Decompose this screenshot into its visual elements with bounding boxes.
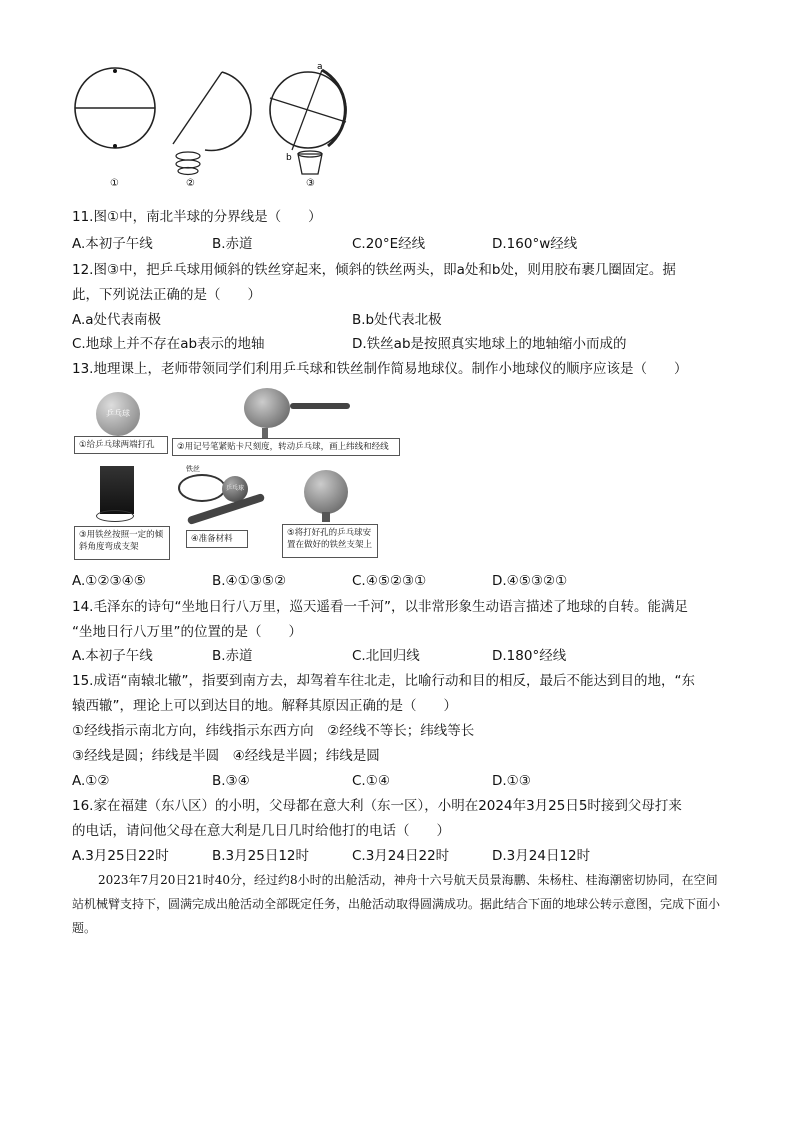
- q14-option-c: C.北回归线: [352, 648, 420, 664]
- q13-option-d: D.④⑤③②①: [492, 573, 568, 589]
- step4-ball-label: 乒乓球: [225, 485, 244, 492]
- figure3-label-b: b: [286, 153, 292, 163]
- step1-ball: [96, 392, 140, 436]
- q15-option-b: B.③④: [212, 773, 250, 789]
- q15-item-1: ①经线指示南北方向，纬线指示东西方向 ②经线不等长；纬线等长: [72, 723, 475, 739]
- step5-caption-text: ⑤将打好孔的乒乓球安置在做好的铁丝支架上: [287, 528, 373, 550]
- step4-wire-coil: [178, 474, 226, 502]
- q15-stem-2: 辕西辙”，理论上可以到达目的地。解释其原因正确的是（ ）: [72, 698, 457, 714]
- figure2-arc: [205, 72, 251, 150]
- q13-stem: 13.地理课上，老师带领同学们利用乒乓球和铁丝制作简易地球仪。制作小地球仪的顺序应该是（ ）: [72, 361, 688, 377]
- q13-option-c: C.④⑤②③①: [352, 573, 427, 589]
- q12-stem-1: 12.图③中，把乒乓球用倾斜的铁丝穿起来，倾斜的铁丝两头，即a处和b处，则用胶布裹几圈固定。据: [72, 262, 676, 278]
- q16-stem-2: 的电话，请问他父母在意大利是几日几时给他打的电话（ ）: [72, 823, 450, 839]
- q13-option-a: A.①②③④⑤: [72, 573, 146, 589]
- q16-option-a: A.3月25日22时: [72, 848, 169, 864]
- step2-pen-icon: [290, 403, 350, 409]
- step5-stand: [322, 512, 330, 522]
- q12-option-b: B.b处代表北极: [352, 312, 442, 328]
- step5-caption: [282, 524, 378, 558]
- figure-label-3: ③: [306, 178, 315, 188]
- reading-passage-text: 2023年7月20日21时40分，经过约8小时的出舱活动，神舟十六号航天员景海鹏、朱杨柱、桂海潮密切协同，在空间站机械臂支持下，圆满完成出舱活动全部既定任务，出舱活动取得圆满成功。据此结合下面的地球公转示意图，完成下面小题。: [72, 873, 721, 935]
- step1-ball-label: 乒乓球: [106, 409, 130, 418]
- step3-caption-text: ③用铁丝按照一定的倾斜角度弯成支架: [79, 530, 164, 552]
- q15-option-c: C.①④: [352, 773, 390, 789]
- q15-stem-1: 15.成语“南辕北辙”，指要到南方去，却驾着车往北走，比喻行动和目的相反，最后不能达到目的地，“东: [72, 673, 695, 689]
- step4-wire-label: 铁丝: [186, 465, 200, 473]
- step2-caption: ②用记号笔紧贴卡尺刻度，转动乒乓球，画上纬线和经线: [172, 438, 400, 456]
- q12-option-a: A.a处代表南极: [72, 312, 162, 328]
- q11-option-c: C.20°E经线: [352, 236, 426, 252]
- figure3-stand: [322, 70, 345, 146]
- q11-option-d: D.160°w经线: [492, 236, 578, 252]
- q14-stem-1: 14.毛泽东的诗句“坐地日行八万里，巡天遥看一千河”，以非常形象生动语言描述了地球的自转。能满足: [72, 599, 688, 615]
- q16-option-c: C.3月24日22时: [352, 848, 450, 864]
- q12-option-c: C.地球上并不存在ab表示的地轴: [72, 336, 265, 352]
- q14-option-a: A.本初子午线: [72, 648, 153, 664]
- q11-option-b: B.赤道: [212, 236, 253, 252]
- figure-label-1: ①: [110, 178, 119, 188]
- q15-item-2: ③经线是圆；纬线是半圆 ④经线是半圆；纬线是圆: [72, 748, 380, 764]
- step2-ball: [244, 388, 290, 428]
- figure2-coil: [176, 152, 200, 160]
- figure2-wire: [173, 72, 222, 144]
- step2-stand: [262, 428, 268, 438]
- step3-wire-base: [96, 510, 134, 522]
- figure-label-2: ②: [186, 178, 195, 188]
- figure1-south-dot: [113, 144, 117, 148]
- q15-option-a: A.①②: [72, 773, 110, 789]
- figure3-equator: [270, 98, 346, 122]
- q12-option-d: D.铁丝ab是按照真实地球上的地轴缩小而成的: [352, 336, 627, 352]
- step3-wire-image: [100, 466, 134, 514]
- figure3-axis: [292, 70, 322, 150]
- q14-option-d: D.180°经线: [492, 648, 567, 664]
- step5-globe: [304, 470, 348, 514]
- q14-stem-2: “坐地日行八万里”的位置的是（ ）: [72, 624, 302, 640]
- q11-stem: 11.图①中，南北半球的分界线是（ ）: [72, 209, 322, 225]
- figure3-label-a: a: [317, 62, 323, 72]
- q15-option-d: D.①③: [492, 773, 531, 789]
- q16-option-b: B.3月25日12时: [212, 848, 309, 864]
- q11-option-a: A.本初子午线: [72, 236, 153, 252]
- q16-stem-1: 16.家在福建（东八区）的小明，父母都在意大利（东一区），小明在2024年3月25日5时接到父母打来: [72, 798, 682, 814]
- globe-figures: [60, 58, 380, 188]
- reading-passage: [72, 868, 726, 940]
- q16-option-d: D.3月24日12时: [492, 848, 591, 864]
- q14-option-b: B.赤道: [212, 648, 253, 664]
- q12-stem-2: 此，下列说法正确的是（ ）: [72, 287, 261, 303]
- figure1-north-dot: [113, 69, 117, 73]
- step1-caption: ①给乒乓球两端打孔: [74, 436, 168, 454]
- step3-caption: [74, 526, 170, 560]
- step4-caption: ④准备材料: [186, 530, 248, 548]
- q13-option-b: B.④①③⑤②: [212, 573, 287, 589]
